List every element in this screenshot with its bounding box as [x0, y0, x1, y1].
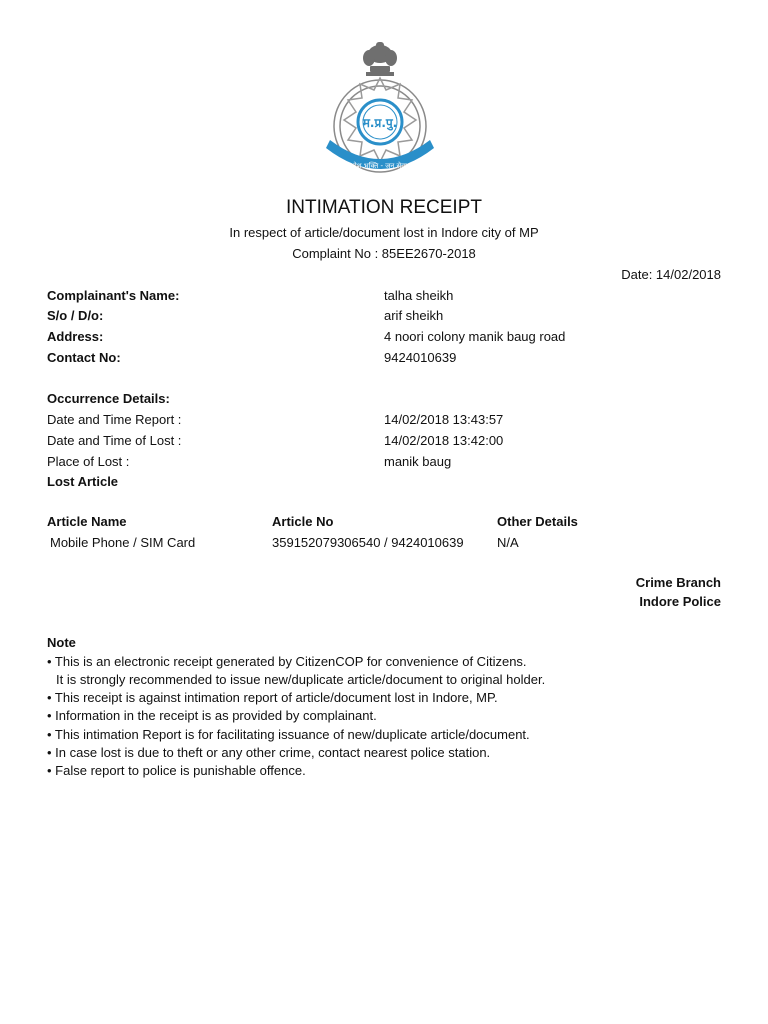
note-line: • This intimation Report is for facilitating issuance of new/duplicate article/document.: [47, 727, 530, 742]
note-heading: Note: [47, 635, 76, 650]
emblem-ring-text: देश भक्ति - जन सेवा: [353, 162, 407, 170]
table-cell-article-name: Mobile Phone / SIM Card: [50, 535, 196, 550]
authority-line-2: Indore Police: [639, 594, 721, 609]
emblem-center-text: म.प्र.पु.: [362, 116, 398, 130]
relation-value: arif sheikh: [384, 308, 444, 323]
table-cell-other-details: N/A: [497, 535, 519, 550]
complainant-name-label: Complainant's Name:: [47, 288, 180, 303]
page-title: INTIMATION RECEIPT: [286, 197, 482, 218]
place-label: Place of Lost :: [47, 454, 130, 469]
lost-time-label: Date and Time of Lost :: [47, 433, 182, 448]
note-line: • In case lost is due to theft or any other crime, contact nearest police station.: [47, 745, 491, 760]
note-line: • This receipt is against intimation report of article/document lost in Indore, MP.: [47, 690, 498, 705]
lost-article-heading: Lost Article: [47, 474, 119, 489]
table-header-other-details: Other Details: [497, 514, 578, 529]
lion-capital-icon: [363, 42, 397, 76]
table-header-article-name: Article Name: [47, 514, 127, 529]
receipt-date: Date: 14/02/2018: [621, 267, 721, 282]
complainant-name-value: talha sheikh: [384, 288, 454, 303]
note-line: • False report to police is punishable offence.: [47, 763, 306, 778]
table-cell-article-no: 359152079306540 / 9424010639: [272, 535, 464, 550]
lost-time-value: 14/02/2018 13:42:00: [384, 433, 504, 448]
contact-label: Contact No:: [47, 350, 121, 365]
note-line: • Information in the receipt is as provided by complainant.: [47, 708, 377, 723]
occurrence-heading: Occurrence Details:: [47, 391, 170, 406]
place-value: manik baug: [384, 454, 452, 469]
contact-value: 9424010639: [384, 350, 457, 365]
complaint-number: Complaint No : 85EE2670-2018: [292, 246, 476, 261]
report-time-label: Date and Time Report :: [47, 412, 182, 427]
subtitle: In respect of article/document lost in Indore city of MP: [229, 225, 539, 240]
report-time-value: 14/02/2018 13:43:57: [384, 412, 504, 427]
address-value: 4 noori colony manik baug road: [384, 329, 566, 344]
note-line: It is strongly recommended to issue new/duplicate article/document to original holder.: [56, 672, 546, 687]
address-label: Address:: [47, 329, 104, 344]
relation-label: S/o / D/o:: [47, 308, 104, 323]
note-line: • This is an electronic receipt generated by CitizenCOP for convenience of Citizens.: [47, 654, 527, 669]
authority-line-1: Crime Branch: [635, 575, 721, 590]
table-header-article-no: Article No: [272, 514, 334, 529]
police-emblem-icon: [316, 40, 444, 190]
